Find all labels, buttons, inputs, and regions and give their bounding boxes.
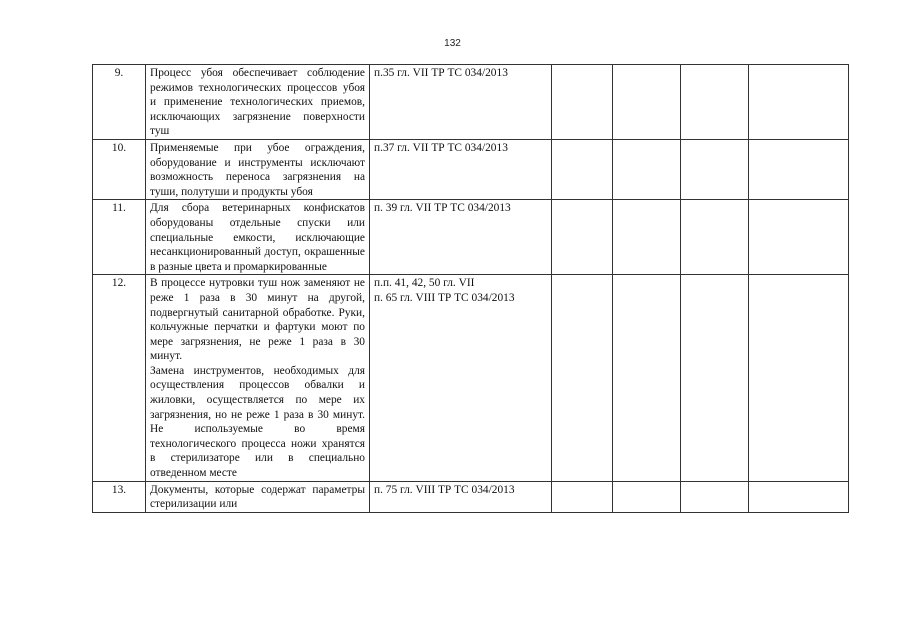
empty-cell [749, 481, 849, 512]
empty-cell [613, 200, 681, 275]
requirement-text: В процессе нутровки туш нож заменяют не реже 1 раза в 30 минут на другой, подвергнутый санитарной обработке. Руки, кольчужные перчатки и фартуки моют по мере загрязнения, не реже 1 раза в 30 минут. [150, 277, 365, 363]
reference-cell [370, 139, 552, 199]
reference-cell [370, 200, 552, 275]
requirement-cell [146, 139, 370, 199]
reference-text: п.35 гл. VII ТР ТС 034/2013 [374, 67, 508, 79]
row-number: 11. [93, 200, 146, 275]
table-row [93, 481, 849, 512]
row-number: 9. [93, 65, 146, 140]
row-number: 12. [93, 275, 146, 481]
requirement-cell [146, 481, 370, 512]
empty-cell [681, 481, 749, 512]
empty-cell [613, 139, 681, 199]
row-number: 10. [93, 139, 146, 199]
table-row [93, 65, 849, 140]
empty-cell [552, 65, 613, 140]
requirement-cell [146, 200, 370, 275]
reference-cell [370, 65, 552, 140]
page-number: 132 [444, 38, 461, 49]
empty-cell [749, 65, 849, 140]
requirement-text: Документы, которые содержат параметры стерилизации или [150, 483, 365, 511]
reference-text: п.п. 41, 42, 50 гл. VII [374, 277, 475, 290]
empty-cell [613, 65, 681, 140]
requirement-text: Для сбора ветеринарных конфискатов оборудованы отдельные спуски или специальные емкости, исключающие несанкционированный доступ, окрашенные в разные цвета и промаркированные [150, 202, 365, 273]
empty-cell [749, 275, 849, 481]
requirement-cell [146, 275, 370, 481]
empty-cell [552, 139, 613, 199]
empty-cell [681, 200, 749, 275]
reference-text: п. 65 гл. VIII ТР ТС 034/2013 [374, 291, 515, 304]
empty-cell [749, 139, 849, 199]
empty-cell [552, 275, 613, 481]
requirement-text: Замена инструментов, необходимых для осуществления процессов обвалки и жиловки, осуществляется по мере их загрязнения, но не реже 1 раза в 30 минут. Не используемые во время технологического процесса ножи хранятся в стерилизаторе или в специально отведенном месте [150, 364, 365, 480]
empty-cell [613, 481, 681, 512]
reference-cell [370, 275, 552, 481]
table-row [93, 200, 849, 275]
reference-cell [370, 481, 552, 512]
empty-cell [552, 481, 613, 512]
reference-text: п. 39 гл. VII ТР ТС 034/2013 [374, 202, 511, 215]
empty-cell [681, 139, 749, 199]
row-number: 13. [93, 481, 146, 512]
requirement-cell [146, 65, 370, 140]
empty-cell [552, 200, 613, 275]
empty-cell [613, 275, 681, 481]
reference-text: п.37 гл. VII ТР ТС 034/2013 [374, 141, 508, 154]
requirement-text: Процесс убоя обеспечивает соблюдение режимов технологических процессов убоя и применение технологических приемов, исключающих загрязнение поверхности туш [150, 67, 365, 138]
checklist-table [92, 64, 849, 513]
table-row [93, 275, 849, 481]
reference-text: п. 75 гл. VIII ТР ТС 034/2013 [374, 483, 515, 496]
requirement-text: Применяемые при убое ограждения, оборудование и инструменты исключают возможность переноса загрязнения на туши, полутуши и продукты убоя [150, 141, 365, 198]
empty-cell [681, 65, 749, 140]
empty-cell [681, 275, 749, 481]
table-row [93, 139, 849, 199]
empty-cell [749, 200, 849, 275]
